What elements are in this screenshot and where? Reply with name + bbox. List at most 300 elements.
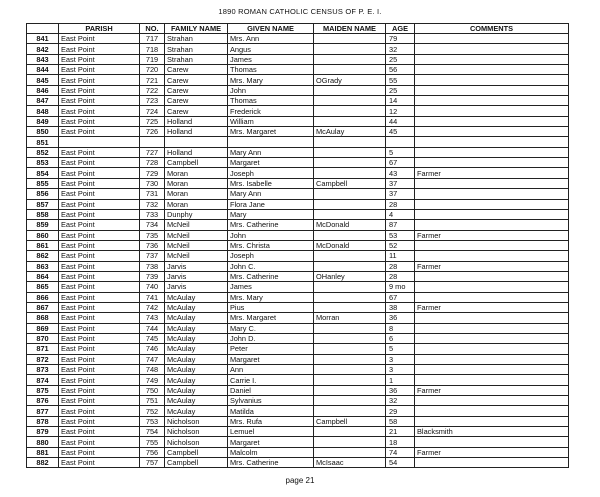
column-header-comments: COMMENTS [415,24,569,34]
no-cell: 734 [140,220,165,230]
age-cell: 18 [386,437,415,447]
maiden-name-cell [314,406,386,416]
table-row [27,178,569,188]
row-number: 880 [27,437,59,447]
row-number: 845 [27,75,59,85]
no-cell: 727 [140,147,165,157]
family-name-cell: Strahan [165,54,228,64]
table-row [27,116,569,126]
no-cell: 740 [140,282,165,292]
maiden-name-cell [314,292,386,302]
parish-cell: East Point [59,34,140,44]
given-name-cell: Flora Jane [228,199,314,209]
given-name-cell: Mrs. Margaret [228,313,314,323]
given-name-cell: Mary [228,209,314,219]
parish-cell: East Point [59,54,140,64]
comments-cell [415,333,569,343]
row-number: 852 [27,147,59,157]
row-number: 848 [27,106,59,116]
row-number: 867 [27,302,59,312]
parish-cell: East Point [59,261,140,271]
family-name-cell: Jarvis [165,282,228,292]
family-name-cell: McAulay [165,375,228,385]
comments-cell [415,375,569,385]
column-header-parish: PARISH [59,24,140,34]
comments-cell [415,240,569,250]
row-number: 873 [27,365,59,375]
age-cell [386,137,415,147]
age-cell: 55 [386,75,415,85]
parish-cell: East Point [59,458,140,468]
given-name-cell: John C. [228,261,314,271]
table-row [27,168,569,178]
no-cell: 743 [140,313,165,323]
parish-cell: East Point [59,427,140,437]
row-number: 881 [27,447,59,457]
given-name-cell: Margaret [228,437,314,447]
row-number: 875 [27,385,59,395]
family-name-cell: McNeil [165,251,228,261]
no-cell: 717 [140,34,165,44]
given-name-cell: Mrs. Ann [228,34,314,44]
table-row [27,199,569,209]
table-row [27,406,569,416]
family-name-cell: Jarvis [165,271,228,281]
family-name-cell: Strahan [165,34,228,44]
family-name-cell: McAulay [165,344,228,354]
table-row [27,209,569,219]
no-cell: 748 [140,365,165,375]
comments-cell [415,137,569,147]
given-name-cell: Peter [228,344,314,354]
age-cell: 3 [386,365,415,375]
maiden-name-cell [314,333,386,343]
table-row [27,313,569,323]
age-cell: 28 [386,199,415,209]
parish-cell: East Point [59,44,140,54]
given-name-cell: Thomas [228,96,314,106]
maiden-name-cell [314,209,386,219]
row-number: 851 [27,137,59,147]
parish-cell: East Point [59,106,140,116]
given-name-cell: James [228,282,314,292]
family-name-cell: Carew [165,75,228,85]
row-number: 853 [27,158,59,168]
age-cell: 87 [386,220,415,230]
row-number: 857 [27,199,59,209]
given-name-cell: James [228,54,314,64]
row-number: 861 [27,240,59,250]
age-cell: 67 [386,158,415,168]
age-cell: 6 [386,333,415,343]
no-cell: 718 [140,44,165,54]
given-name-cell: William [228,116,314,126]
no-cell: 736 [140,240,165,250]
no-cell: 752 [140,406,165,416]
given-name-cell: John [228,85,314,95]
maiden-name-cell [314,44,386,54]
maiden-name-cell: McIsaac [314,458,386,468]
family-name-cell: McAulay [165,365,228,375]
parish-cell: East Point [59,344,140,354]
comments-cell: Farmer [415,302,569,312]
maiden-name-cell [314,137,386,147]
no-cell: 722 [140,85,165,95]
no-cell: 749 [140,375,165,385]
comments-cell [415,44,569,54]
family-name-cell: McAulay [165,292,228,302]
parish-cell: East Point [59,302,140,312]
maiden-name-cell: McDonald [314,220,386,230]
parish-cell: East Point [59,65,140,75]
row-number: 842 [27,44,59,54]
comments-cell [415,127,569,137]
comments-cell [415,271,569,281]
maiden-name-cell [314,323,386,333]
given-name-cell: John D. [228,333,314,343]
comments-cell [415,313,569,323]
page-number: page 21 [285,476,315,485]
family-name-cell: Campbell [165,447,228,457]
row-number: 855 [27,178,59,188]
comments-cell: Farmer [415,230,569,240]
no-cell: 728 [140,158,165,168]
given-name-cell: Joseph [228,168,314,178]
given-name-cell: Pius [228,302,314,312]
age-cell: 8 [386,323,415,333]
table-row [27,137,569,147]
table-row [27,251,569,261]
table-row [27,230,569,240]
given-name-cell [228,137,314,147]
row-number: 850 [27,127,59,137]
age-cell: 3 [386,354,415,364]
parish-cell: East Point [59,271,140,281]
no-cell: 726 [140,127,165,137]
age-cell: 25 [386,54,415,64]
parish-cell: East Point [59,116,140,126]
family-name-cell: Carew [165,65,228,75]
comments-cell [415,54,569,64]
family-name-cell: Campbell [165,458,228,468]
table-row [27,240,569,250]
maiden-name-cell: Morran [314,313,386,323]
table-row [27,261,569,271]
no-cell: 739 [140,271,165,281]
header-row [27,24,569,34]
maiden-name-cell: Campbell [314,178,386,188]
row-number: 865 [27,282,59,292]
parish-cell: East Point [59,168,140,178]
no-cell: 730 [140,178,165,188]
given-name-cell: Angus [228,44,314,54]
given-name-cell: Sylvanius [228,396,314,406]
no-cell: 753 [140,416,165,426]
table-row [27,458,569,468]
no-cell: 741 [140,292,165,302]
no-cell: 750 [140,385,165,395]
table-row [27,158,569,168]
row-number: 862 [27,251,59,261]
given-name-cell: Mrs. Margaret [228,127,314,137]
maiden-name-cell [314,230,386,240]
given-name-cell: Mrs. Mary [228,292,314,302]
family-name-cell: McNeil [165,230,228,240]
given-name-cell: Margaret [228,354,314,364]
row-number: 879 [27,427,59,437]
maiden-name-cell [314,396,386,406]
family-name-cell: Carew [165,106,228,116]
row-number: 874 [27,375,59,385]
no-cell: 735 [140,230,165,240]
parish-cell: East Point [59,437,140,447]
row-number: 878 [27,416,59,426]
comments-cell [415,106,569,116]
maiden-name-cell [314,427,386,437]
no-cell: 738 [140,261,165,271]
age-cell: 38 [386,302,415,312]
comments-cell [415,158,569,168]
comments-cell [415,282,569,292]
parish-cell: East Point [59,127,140,137]
no-cell: 742 [140,302,165,312]
comments-cell [415,34,569,44]
maiden-name-cell [314,282,386,292]
column-header-age: AGE [386,24,415,34]
family-name-cell: Holland [165,127,228,137]
row-number: 871 [27,344,59,354]
no-cell: 719 [140,54,165,64]
table-row [27,106,569,116]
parish-cell: East Point [59,199,140,209]
no-cell: 747 [140,354,165,364]
comments-cell [415,354,569,364]
no-cell: 745 [140,333,165,343]
comments-cell [415,292,569,302]
given-name-cell: Mary Ann [228,147,314,157]
family-name-cell: McAulay [165,313,228,323]
no-cell: 729 [140,168,165,178]
age-cell: 29 [386,406,415,416]
maiden-name-cell: McAulay [314,127,386,137]
parish-cell: East Point [59,313,140,323]
comments-cell [415,458,569,468]
table-row [27,147,569,157]
maiden-name-cell [314,85,386,95]
parish-cell: East Point [59,406,140,416]
table-row [27,127,569,137]
maiden-name-cell [314,385,386,395]
age-cell: 32 [386,396,415,406]
census-table [26,23,569,468]
comments-cell [415,189,569,199]
table-row [27,344,569,354]
parish-cell: East Point [59,96,140,106]
no-cell: 723 [140,96,165,106]
comments-cell: Farmer [415,168,569,178]
maiden-name-cell [314,54,386,64]
no-cell [140,137,165,147]
given-name-cell: Mrs. Isabelle [228,178,314,188]
maiden-name-cell [314,34,386,44]
parish-cell: East Point [59,220,140,230]
maiden-name-cell: McDonald [314,240,386,250]
family-name-cell: McNeil [165,240,228,250]
family-name-cell: Strahan [165,44,228,54]
parish-cell: East Point [59,282,140,292]
row-number: 856 [27,189,59,199]
family-name-cell: Holland [165,116,228,126]
comments-cell [415,365,569,375]
family-name-cell: McAulay [165,323,228,333]
no-cell: 754 [140,427,165,437]
age-cell: 74 [386,447,415,457]
parish-cell: East Point [59,333,140,343]
parish-cell: East Point [59,323,140,333]
no-cell: 725 [140,116,165,126]
family-name-cell: McAulay [165,354,228,364]
maiden-name-cell [314,365,386,375]
age-cell: 58 [386,416,415,426]
row-number: 869 [27,323,59,333]
family-name-cell: Campbell [165,158,228,168]
given-name-cell: Mrs. Rufa [228,416,314,426]
parish-cell: East Point [59,365,140,375]
age-cell: 28 [386,261,415,271]
document-title: 1890 ROMAN CATHOLIC CENSUS OF P. E. I. [218,7,382,16]
given-name-cell: Mrs. Christa [228,240,314,250]
comments-cell [415,116,569,126]
column-header-rownum [27,24,59,34]
maiden-name-cell [314,65,386,75]
table-row [27,85,569,95]
row-number: 859 [27,220,59,230]
age-cell: 11 [386,251,415,261]
family-name-cell: Moran [165,178,228,188]
maiden-name-cell [314,158,386,168]
age-cell: 12 [386,106,415,116]
family-name-cell: Moran [165,168,228,178]
age-cell: 67 [386,292,415,302]
age-cell: 5 [386,344,415,354]
maiden-name-cell [314,354,386,364]
row-number: 854 [27,168,59,178]
comments-cell [415,147,569,157]
parish-cell: East Point [59,354,140,364]
table-row [27,447,569,457]
table-row [27,54,569,64]
age-cell: 79 [386,34,415,44]
parish-cell: East Point [59,158,140,168]
table-row [27,365,569,375]
maiden-name-cell [314,437,386,447]
table-row [27,44,569,54]
family-name-cell [165,137,228,147]
no-cell: 732 [140,199,165,209]
given-name-cell: Frederick [228,106,314,116]
maiden-name-cell: Campbell [314,416,386,426]
age-cell: 4 [386,209,415,219]
given-name-cell: Malcolm [228,447,314,457]
maiden-name-cell [314,261,386,271]
family-name-cell: McNeil [165,220,228,230]
given-name-cell: Carrie I. [228,375,314,385]
comments-cell [415,437,569,447]
family-name-cell: Moran [165,189,228,199]
parish-cell: East Point [59,385,140,395]
row-number: 870 [27,333,59,343]
parish-cell: East Point [59,375,140,385]
parish-cell: East Point [59,292,140,302]
table-row [27,96,569,106]
family-name-cell: Moran [165,199,228,209]
given-name-cell: Daniel [228,385,314,395]
maiden-name-cell [314,375,386,385]
maiden-name-cell [314,199,386,209]
comments-cell [415,65,569,75]
row-number: 841 [27,34,59,44]
maiden-name-cell: OGrady [314,75,386,85]
comments-cell [415,96,569,106]
comments-cell: Farmer [415,261,569,271]
table-row [27,333,569,343]
parish-cell: East Point [59,240,140,250]
no-cell: 737 [140,251,165,261]
maiden-name-cell [314,302,386,312]
no-cell: 755 [140,437,165,447]
family-name-cell: Dunphy [165,209,228,219]
given-name-cell: Matilda [228,406,314,416]
table-row [27,65,569,75]
row-number: 882 [27,458,59,468]
maiden-name-cell [314,116,386,126]
no-cell: 733 [140,209,165,219]
table-row [27,302,569,312]
table-row [27,427,569,437]
given-name-cell: John [228,230,314,240]
row-number: 863 [27,261,59,271]
table-row [27,75,569,85]
table-row [27,282,569,292]
parish-cell: East Point [59,416,140,426]
maiden-name-cell [314,251,386,261]
age-cell: 36 [386,313,415,323]
family-name-cell: Nicholson [165,437,228,447]
no-cell: 751 [140,396,165,406]
family-name-cell: McAulay [165,406,228,416]
maiden-name-cell [314,106,386,116]
parish-cell: East Point [59,209,140,219]
no-cell: 757 [140,458,165,468]
comments-cell [415,178,569,188]
no-cell: 721 [140,75,165,85]
comments-cell: Farmer [415,385,569,395]
no-cell: 744 [140,323,165,333]
family-name-cell: Nicholson [165,427,228,437]
comments-cell [415,199,569,209]
row-number: 860 [27,230,59,240]
parish-cell: East Point [59,396,140,406]
table-row [27,385,569,395]
age-cell: 32 [386,44,415,54]
age-cell: 36 [386,385,415,395]
comments-cell [415,406,569,416]
parish-cell: East Point [59,189,140,199]
parish-cell: East Point [59,251,140,261]
row-number: 846 [27,85,59,95]
maiden-name-cell [314,447,386,457]
table-row [27,189,569,199]
